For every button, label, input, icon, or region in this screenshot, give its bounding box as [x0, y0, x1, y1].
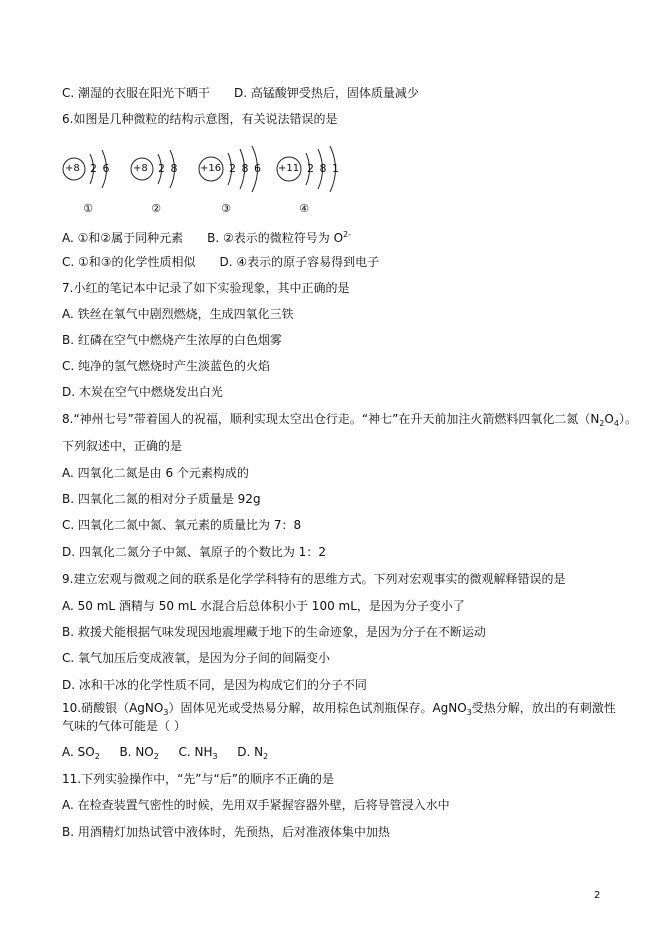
q8-stem-text: 8.“神州七号”带着国人的祝福，顺利实现太空出仓行走。“神七”在升天前加注火箭燃料四氧化二氮（N [62, 412, 600, 426]
q10-option-b-sub: 2 [153, 752, 159, 761]
q5-options-row [62, 85, 419, 101]
particle-3-label: ③ [221, 202, 231, 215]
q10-formula-sub1: 3 [163, 708, 169, 717]
q10-option-c: C. NH [178, 745, 213, 759]
particle-diagram-2 [128, 144, 198, 220]
q10-stem-part1: 10.硝酸银（AgNO [62, 701, 164, 715]
particle-4-nucleus: +11 [278, 163, 300, 174]
q8-stem-line2: 下列叙述中，正确的是 [62, 439, 183, 453]
q6-option-a: A. ①和②属于同种元素 [62, 231, 184, 245]
q6-options-cd [62, 254, 379, 270]
q5-option-d: D. 高锰酸钾受热后，固体质量减少 [234, 86, 419, 100]
q10-option-a: A. SO [62, 745, 95, 759]
q9-option-c: C. 氧气加压后变成液氧，是因为分子间的间隔变小 [62, 651, 331, 665]
particle-4-electrons: 2 8 1 [307, 162, 340, 175]
q8-stem-end: ）。 [618, 412, 637, 426]
q10-options [62, 744, 268, 765]
q7-option-b: B. 红磷在空气中燃烧产生浓厚的白色烟雾 [62, 333, 282, 347]
q11-option-b: B. 用酒精灯加热试管中液体时，先预热，后对准液体集中加热 [62, 825, 390, 839]
q9-stem: 9.建立宏观与微观之间的联系是化学学科特有的思维方式。下列对宏观事实的微观解释错误的是 [62, 572, 566, 586]
q6-option-d: D. ④表示的原子容易得到电子 [219, 255, 380, 269]
particle-1-label: ① [83, 202, 93, 215]
page-number: 2 [594, 890, 601, 901]
q6-options-ab [62, 227, 351, 246]
q6-option-b-charge: 2- [343, 230, 352, 239]
particle-1-nucleus: +8 [65, 163, 80, 174]
q8-option-b: B. 四氧化二氮的相对分子质量是 92g [62, 492, 261, 506]
q10-option-c-sub: 3 [212, 752, 218, 761]
particle-diagram-4 [274, 144, 352, 220]
q11-option-a: A. 在检查装置气密性的时候，先用双手紧握容器外壁，后将导管浸入水中 [62, 798, 450, 812]
particle-2-nucleus: +8 [133, 163, 148, 174]
q6-stem: 6.如图是几种微粒的结构示意图，有关说法错误的是 [62, 112, 338, 126]
q11-stem: 11.下列实验操作中，“先”与“后”的顺序不正确的是 [62, 772, 334, 786]
particle-diagram-1 [60, 144, 130, 220]
q7-option-a: A. 铁丝在氧气中剧烈燃烧，生成四氧化三铁 [62, 307, 294, 321]
q8-option-c: C. 四氧化二氮中氮、氧元素的质量比为 7：8 [62, 518, 302, 532]
q9-option-d: D. 冰和干冰的化学性质不同，是因为构成它们的分子不同 [62, 678, 367, 692]
q10-option-d-sub: 2 [263, 752, 269, 761]
q10-option-b: B. NO [119, 745, 154, 759]
q8-option-a: A. 四氧化二氮是由 6 个元素构成的 [62, 466, 249, 480]
q9-option-b: B. 救援犬能根据气味发现因地震埋藏于地下的生命迹象，是因为分子在不断运动 [62, 625, 486, 639]
q8-option-d: D. 四氧化二氮分子中氮、氧原子的个数比为 1：2 [62, 545, 326, 559]
q10-stem-line2: 气味的气体可能是（ ） [62, 719, 186, 733]
q5-option-c: C. 潮湿的衣服在阳光下晒干 [62, 86, 211, 100]
q7-option-d: D. 木炭在空气中燃烧发出白光 [62, 385, 223, 399]
q8-formula-o: O [604, 412, 614, 426]
q7-stem: 7.小红的笔记本中记录了如下实验现象，其中正确的是 [62, 281, 350, 295]
particle-diagram-3 [196, 144, 274, 220]
q10-stem-part2: ）固体见光或受热易分解，故用棕色试剂瓶保存。AgNO [168, 701, 467, 715]
particle-3-electrons: 2 8 6 [229, 162, 262, 175]
q10-option-a-sub: 2 [94, 752, 100, 761]
q8-formula-sub-n: 2 [599, 419, 605, 428]
q9-option-a: A. 50 mL 酒精与 50 mL 水混合后总体积小于 100 mL，是因为分子变小了 [62, 599, 465, 613]
q6-option-b: B. ②表示的微粒符号为 O [207, 231, 344, 245]
particle-3-nucleus: +16 [200, 163, 222, 174]
particle-2-label: ② [151, 202, 161, 215]
q8-formula-sub-o: 4 [613, 419, 619, 428]
particle-1-electrons: 2 6 [90, 162, 111, 175]
q10-formula-sub2: 3 [466, 708, 472, 717]
q8-stem [62, 411, 637, 432]
q10-stem-part3: 受热分解，放出的有刺激性 [471, 701, 616, 715]
q6-option-c: C. ①和③的化学性质相似 [62, 255, 196, 269]
q10-option-d: D. N [237, 745, 264, 759]
particle-4-label: ④ [299, 202, 309, 215]
particle-2-electrons: 2 8 [158, 162, 179, 175]
q7-option-c: C. 纯净的氢气燃烧时产生淡蓝色的火焰 [62, 359, 271, 373]
particle-structure-diagrams [60, 144, 350, 220]
